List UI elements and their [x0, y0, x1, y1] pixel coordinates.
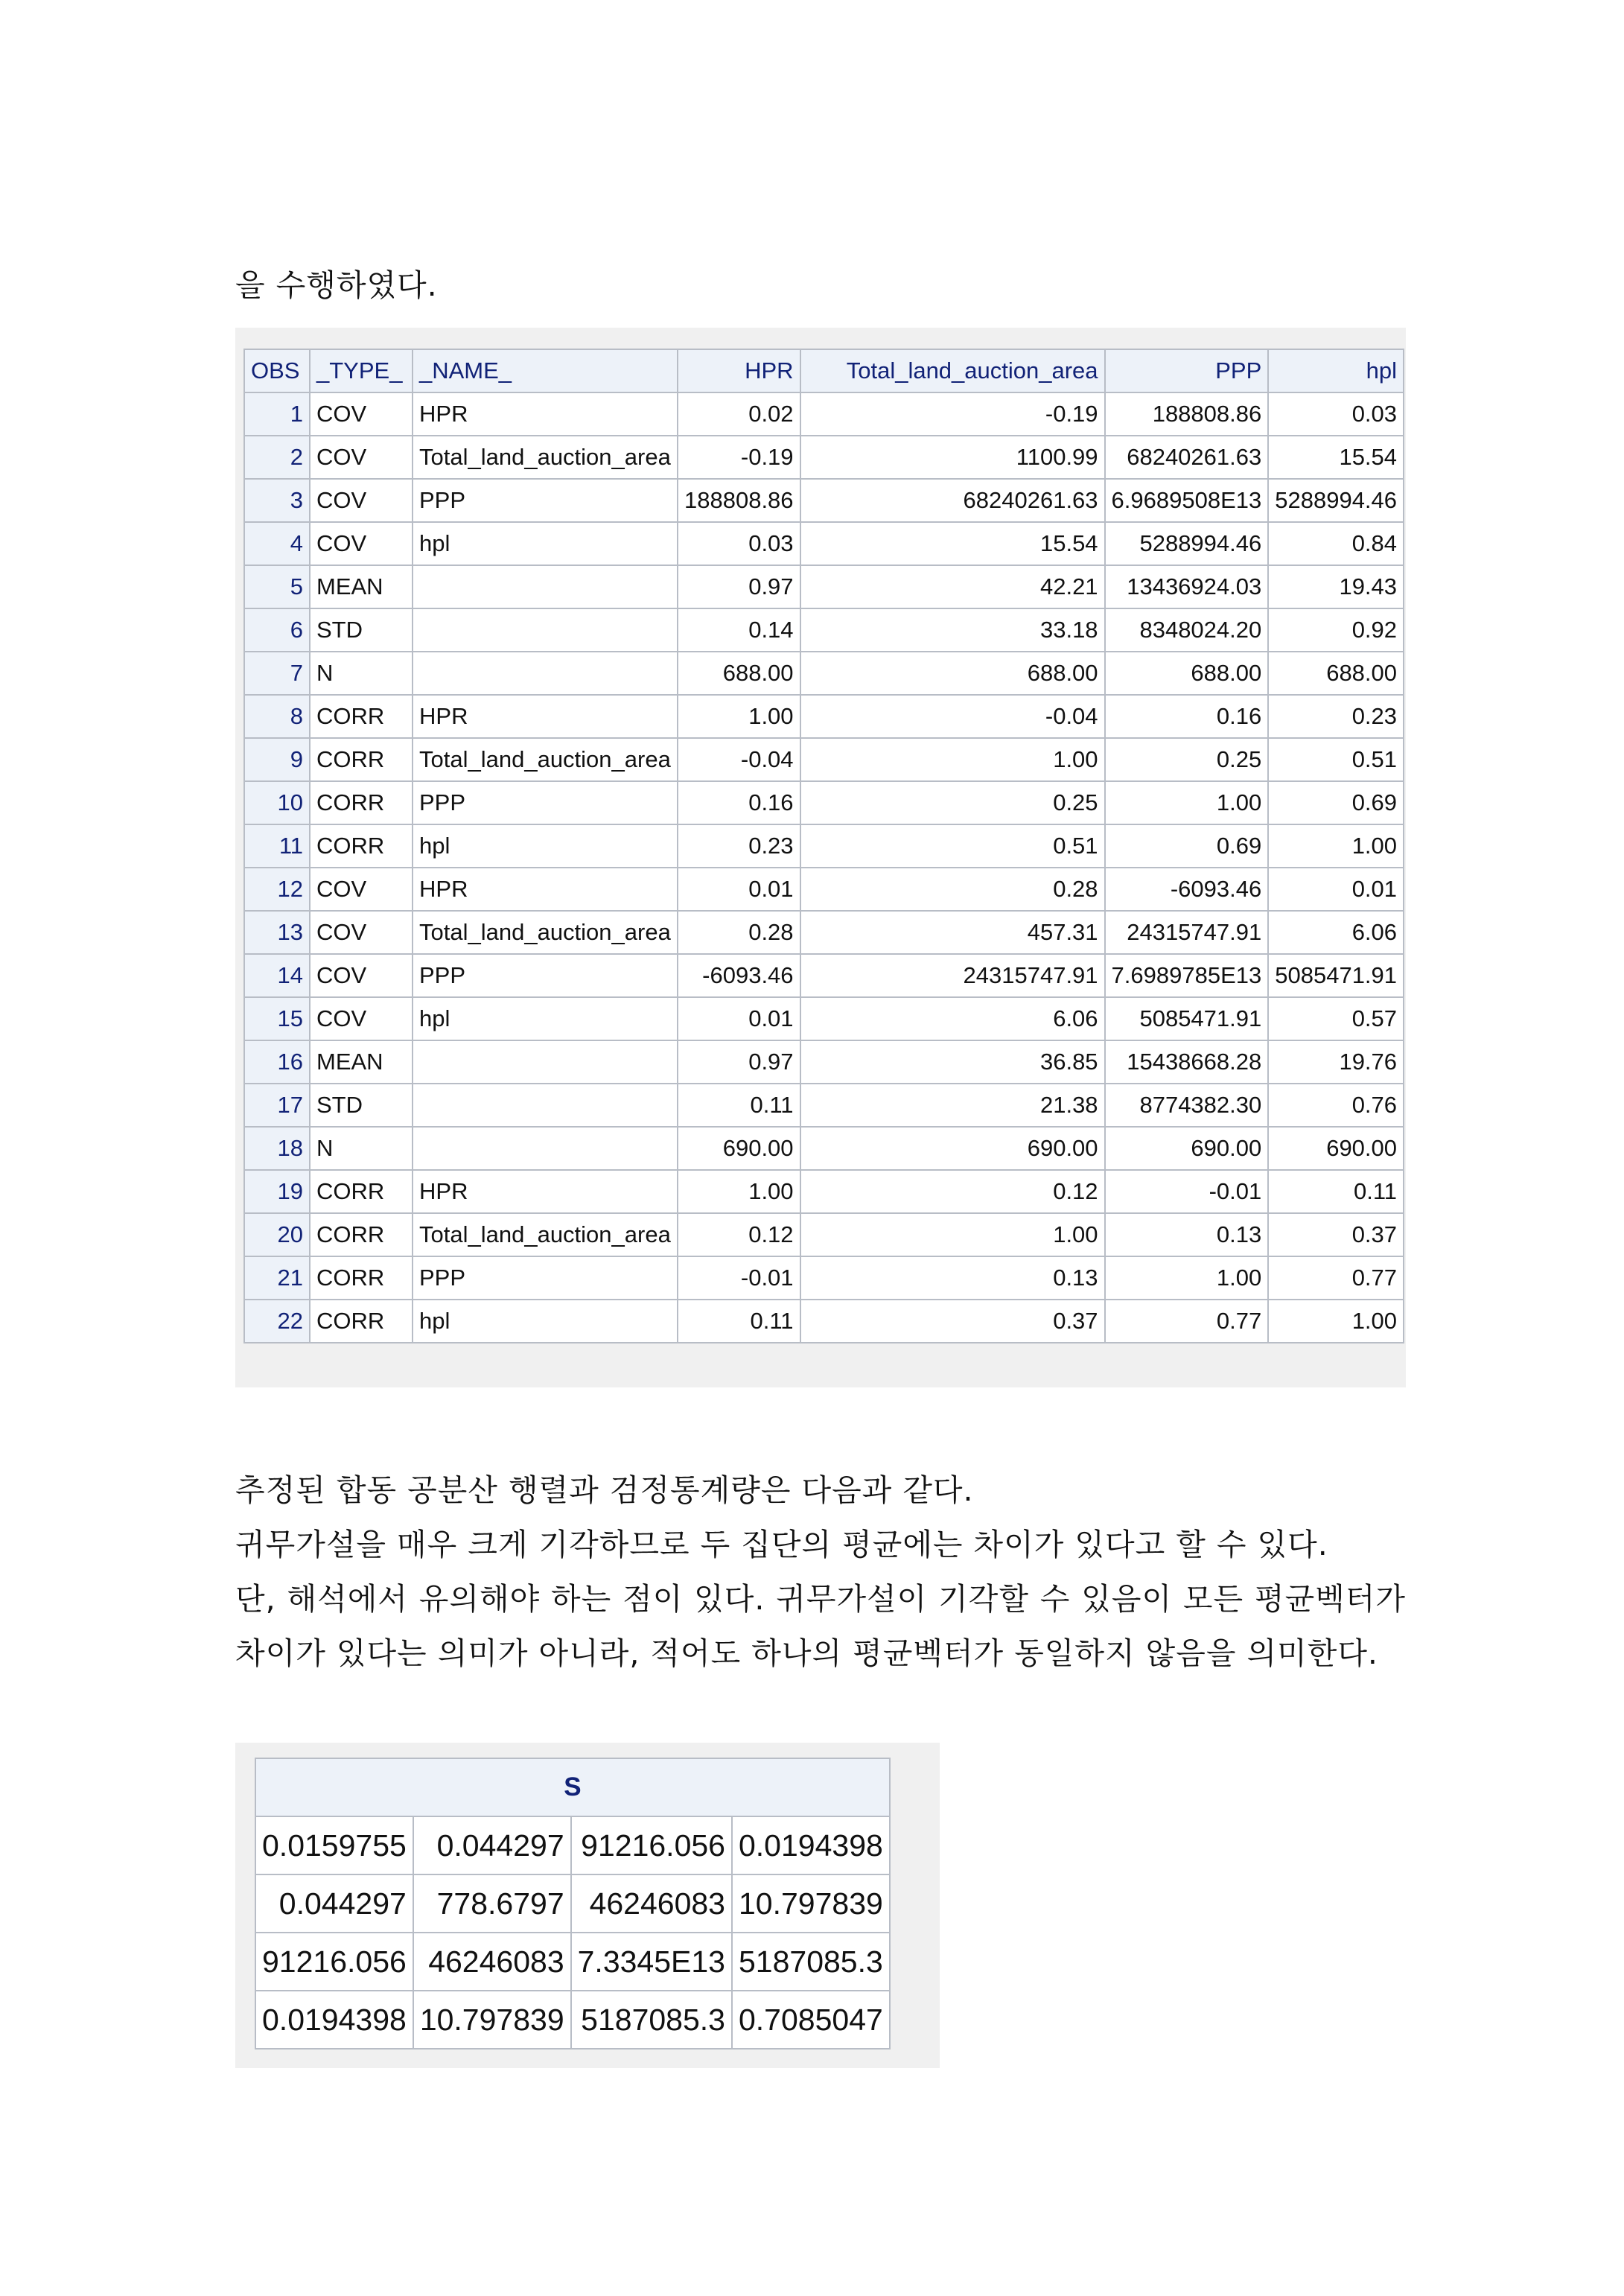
table-row: [244, 522, 1404, 565]
cell-name: PPP: [413, 479, 678, 522]
pooled-covariance-matrix: [255, 1758, 891, 2049]
cell-hpl: 0.11: [1268, 1170, 1404, 1213]
cell-name: [413, 565, 678, 608]
cell-ppp: 188808.86: [1105, 392, 1269, 436]
s-matrix-header-row: [255, 1758, 890, 1816]
table-row: [244, 392, 1404, 436]
cell-hpr: 1.00: [678, 1170, 800, 1213]
cell-ppp: 5288994.46: [1105, 522, 1269, 565]
s-matrix-cell: 91216.056: [571, 1816, 732, 1874]
s-matrix-cell: 10.797839: [413, 1991, 571, 2049]
table-header-row: [244, 349, 1404, 392]
cell-hpl: 0.03: [1268, 392, 1404, 436]
table-row: [244, 1170, 1404, 1213]
cell-name: HPR: [413, 695, 678, 738]
cell-type: CORR: [310, 1300, 413, 1343]
cell-type: COV: [310, 868, 413, 911]
table-row: [244, 997, 1404, 1040]
cell-obs: 5: [244, 565, 310, 608]
table-row: [244, 781, 1404, 824]
cell-name: hpl: [413, 997, 678, 1040]
cell-name: PPP: [413, 781, 678, 824]
cell-ppp: 15438668.28: [1105, 1040, 1269, 1084]
s-matrix-cell: 46246083: [571, 1874, 732, 1933]
cell-obs: 1: [244, 392, 310, 436]
cell-hpr: 688.00: [678, 652, 800, 695]
s-matrix-cell: 0.7085047: [732, 1991, 890, 2049]
cell-hpr: 0.12: [678, 1213, 800, 1256]
s-matrix-row: [255, 1933, 890, 1991]
table-row: [244, 608, 1404, 652]
cell-hpr: 690.00: [678, 1127, 800, 1170]
cell-ppp: 0.13: [1105, 1213, 1269, 1256]
cell-hpr: 1.00: [678, 695, 800, 738]
cell-name: [413, 652, 678, 695]
s-matrix-cell: 46246083: [413, 1933, 571, 1991]
cell-hpl: 0.23: [1268, 695, 1404, 738]
cell-total-land-auction-area: 36.85: [800, 1040, 1105, 1084]
cell-ppp: 0.77: [1105, 1300, 1269, 1343]
cell-hpl: 0.84: [1268, 522, 1404, 565]
cell-hpr: 0.11: [678, 1084, 800, 1127]
cell-hpl: 690.00: [1268, 1127, 1404, 1170]
cell-type: N: [310, 652, 413, 695]
cell-ppp: 13436924.03: [1105, 565, 1269, 608]
cell-type: COV: [310, 997, 413, 1040]
cell-total-land-auction-area: 457.31: [800, 911, 1105, 954]
cell-type: CORR: [310, 1256, 413, 1300]
cell-total-land-auction-area: 68240261.63: [800, 479, 1105, 522]
cell-hpr: -0.04: [678, 738, 800, 781]
cell-total-land-auction-area: 33.18: [800, 608, 1105, 652]
table-row: [244, 1300, 1404, 1343]
cell-hpl: 1.00: [1268, 1300, 1404, 1343]
cell-type: MEAN: [310, 1040, 413, 1084]
cell-type: COV: [310, 436, 413, 479]
cell-hpr: 188808.86: [678, 479, 800, 522]
cell-ppp: 24315747.91: [1105, 911, 1269, 954]
cell-obs: 19: [244, 1170, 310, 1213]
cell-type: CORR: [310, 695, 413, 738]
s-matrix-frame: [235, 1743, 940, 2068]
cell-obs: 2: [244, 436, 310, 479]
body-line-2: 귀무가설을 매우 크게 기각하므로 두 집단의 평균에는 차이가 있다고 할 수 있다.: [235, 1527, 1328, 1562]
cell-obs: 20: [244, 1213, 310, 1256]
cell-total-land-auction-area: 24315747.91: [800, 954, 1105, 997]
cell-hpr: -6093.46: [678, 954, 800, 997]
cell-obs: 10: [244, 781, 310, 824]
table-row: [244, 824, 1404, 868]
cell-hpr: 0.97: [678, 565, 800, 608]
cell-obs: 22: [244, 1300, 310, 1343]
cell-obs: 18: [244, 1127, 310, 1170]
cell-ppp: -0.01: [1105, 1170, 1269, 1213]
cell-total-land-auction-area: 0.51: [800, 824, 1105, 868]
cell-hpl: 5085471.91: [1268, 954, 1404, 997]
cell-type: MEAN: [310, 565, 413, 608]
cell-hpl: 0.37: [1268, 1213, 1404, 1256]
cell-name: HPR: [413, 1170, 678, 1213]
cell-hpr: 0.03: [678, 522, 800, 565]
cell-hpr: -0.01: [678, 1256, 800, 1300]
cell-total-land-auction-area: 1.00: [800, 1213, 1105, 1256]
cell-ppp: 5085471.91: [1105, 997, 1269, 1040]
header-name: _NAME_: [413, 349, 678, 392]
cell-obs: 3: [244, 479, 310, 522]
cell-hpl: 0.69: [1268, 781, 1404, 824]
s-matrix-cell: 0.044297: [413, 1816, 571, 1874]
header-type: _TYPE_: [310, 349, 413, 392]
s-matrix-cell: 7.3345E13: [571, 1933, 732, 1991]
header-total-land-auction-area: Total_land_auction_area: [800, 349, 1105, 392]
intro-paragraph: 을 수행하였다.: [235, 267, 438, 303]
cell-hpr: -0.19: [678, 436, 800, 479]
cell-type: N: [310, 1127, 413, 1170]
cell-obs: 7: [244, 652, 310, 695]
cell-ppp: 1.00: [1105, 781, 1269, 824]
cell-total-land-auction-area: 0.12: [800, 1170, 1105, 1213]
cell-obs: 17: [244, 1084, 310, 1127]
cell-hpl: 19.76: [1268, 1040, 1404, 1084]
s-matrix-cell: 91216.056: [255, 1933, 413, 1991]
cell-hpl: 5288994.46: [1268, 479, 1404, 522]
header-obs: OBS: [244, 349, 310, 392]
cell-total-land-auction-area: 21.38: [800, 1084, 1105, 1127]
cell-type: COV: [310, 392, 413, 436]
cell-total-land-auction-area: 0.25: [800, 781, 1105, 824]
cell-hpl: 6.06: [1268, 911, 1404, 954]
cell-hpl: 15.54: [1268, 436, 1404, 479]
cell-hpr: 0.11: [678, 1300, 800, 1343]
cell-name: [413, 1040, 678, 1084]
cell-name: Total_land_auction_area: [413, 436, 678, 479]
cell-type: CORR: [310, 824, 413, 868]
body-line-1: 추정된 합동 공분산 행렬과 검정통계량은 다음과 같다.: [235, 1472, 974, 1508]
table-row: [244, 436, 1404, 479]
sas-output-frame: [235, 328, 1406, 1387]
s-matrix-cell: 0.0159755: [255, 1816, 413, 1874]
cell-total-land-auction-area: 690.00: [800, 1127, 1105, 1170]
cell-type: COV: [310, 479, 413, 522]
cell-total-land-auction-area: -0.19: [800, 392, 1105, 436]
table-row: [244, 911, 1404, 954]
cell-type: CORR: [310, 781, 413, 824]
s-matrix-row: [255, 1874, 890, 1933]
cell-obs: 21: [244, 1256, 310, 1300]
cell-type: COV: [310, 954, 413, 997]
s-matrix-row: [255, 1991, 890, 2049]
cell-hpl: 0.92: [1268, 608, 1404, 652]
s-matrix-cell: 778.6797: [413, 1874, 571, 1933]
covariance-correlation-table: [243, 349, 1404, 1343]
s-matrix-row: [255, 1816, 890, 1874]
cell-hpr: 0.01: [678, 868, 800, 911]
s-matrix-cell: 0.0194398: [732, 1816, 890, 1874]
cell-name: hpl: [413, 1300, 678, 1343]
cell-obs: 16: [244, 1040, 310, 1084]
cell-hpr: 0.16: [678, 781, 800, 824]
cell-obs: 6: [244, 608, 310, 652]
cell-total-land-auction-area: 0.13: [800, 1256, 1105, 1300]
header-hpl: hpl: [1268, 349, 1404, 392]
cell-obs: 11: [244, 824, 310, 868]
cell-hpl: 0.76: [1268, 1084, 1404, 1127]
cell-type: COV: [310, 911, 413, 954]
cell-name: [413, 608, 678, 652]
table-row: [244, 652, 1404, 695]
body-paragraph: [235, 1463, 1406, 1681]
cell-type: CORR: [310, 1213, 413, 1256]
cell-obs: 15: [244, 997, 310, 1040]
s-matrix-title: S: [255, 1758, 890, 1816]
cell-hpr: 0.97: [678, 1040, 800, 1084]
cell-name: [413, 1084, 678, 1127]
cell-name: PPP: [413, 954, 678, 997]
cell-obs: 4: [244, 522, 310, 565]
cell-obs: 9: [244, 738, 310, 781]
cell-ppp: 1.00: [1105, 1256, 1269, 1300]
body-line-3: 단, 해석에서 유의해야 하는 점이 있다. 귀무가설이 기각할 수 있음이 모든 평균벡터가 차이가 있다는 의미가 아니라, 적어도 하나의 평균벡터가 동일하지 않음을 의미한다.: [235, 1581, 1406, 1671]
s-matrix-cell: 5187085.3: [732, 1933, 890, 1991]
s-matrix-cell: 10.797839: [732, 1874, 890, 1933]
cell-total-land-auction-area: 688.00: [800, 652, 1105, 695]
cell-total-land-auction-area: 6.06: [800, 997, 1105, 1040]
cell-ppp: 7.6989785E13: [1105, 954, 1269, 997]
cell-hpr: 0.01: [678, 997, 800, 1040]
cell-name: hpl: [413, 824, 678, 868]
cell-ppp: 0.25: [1105, 738, 1269, 781]
cell-total-land-auction-area: 0.37: [800, 1300, 1105, 1343]
table-row: [244, 695, 1404, 738]
cell-total-land-auction-area: 0.28: [800, 868, 1105, 911]
header-ppp: PPP: [1105, 349, 1269, 392]
cell-total-land-auction-area: 15.54: [800, 522, 1105, 565]
cell-ppp: 688.00: [1105, 652, 1269, 695]
s-matrix-cell: 5187085.3: [571, 1991, 732, 2049]
table-row: [244, 1084, 1404, 1127]
cell-ppp: 690.00: [1105, 1127, 1269, 1170]
s-matrix-cell: 0.0194398: [255, 1991, 413, 2049]
cell-hpl: 19.43: [1268, 565, 1404, 608]
cell-hpl: 0.57: [1268, 997, 1404, 1040]
table-row: [244, 479, 1404, 522]
table-row: [244, 954, 1404, 997]
cell-name: [413, 1127, 678, 1170]
cell-total-land-auction-area: 1100.99: [800, 436, 1105, 479]
cell-hpr: 0.23: [678, 824, 800, 868]
cell-name: Total_land_auction_area: [413, 1213, 678, 1256]
cell-ppp: 0.16: [1105, 695, 1269, 738]
cell-hpr: 0.02: [678, 392, 800, 436]
table-row: [244, 1256, 1404, 1300]
table-row: [244, 565, 1404, 608]
cell-total-land-auction-area: 42.21: [800, 565, 1105, 608]
cell-total-land-auction-area: 1.00: [800, 738, 1105, 781]
cell-ppp: 8774382.30: [1105, 1084, 1269, 1127]
cell-obs: 12: [244, 868, 310, 911]
cell-hpl: 0.01: [1268, 868, 1404, 911]
cell-ppp: 6.9689508E13: [1105, 479, 1269, 522]
table-row: [244, 1213, 1404, 1256]
cell-hpl: 688.00: [1268, 652, 1404, 695]
cell-name: HPR: [413, 392, 678, 436]
table-row: [244, 868, 1404, 911]
table-row: [244, 738, 1404, 781]
cell-name: HPR: [413, 868, 678, 911]
cell-type: CORR: [310, 738, 413, 781]
cell-name: Total_land_auction_area: [413, 911, 678, 954]
cell-hpl: 1.00: [1268, 824, 1404, 868]
cell-ppp: -6093.46: [1105, 868, 1269, 911]
table-row: [244, 1040, 1404, 1084]
cell-name: hpl: [413, 522, 678, 565]
cell-hpr: 0.28: [678, 911, 800, 954]
cell-ppp: 0.69: [1105, 824, 1269, 868]
table-row: [244, 1127, 1404, 1170]
cell-obs: 8: [244, 695, 310, 738]
cell-name: Total_land_auction_area: [413, 738, 678, 781]
cell-obs: 13: [244, 911, 310, 954]
cell-hpr: 0.14: [678, 608, 800, 652]
cell-ppp: 8348024.20: [1105, 608, 1269, 652]
cell-total-land-auction-area: -0.04: [800, 695, 1105, 738]
cell-type: COV: [310, 522, 413, 565]
cell-type: CORR: [310, 1170, 413, 1213]
cell-type: STD: [310, 1084, 413, 1127]
cell-hpl: 0.51: [1268, 738, 1404, 781]
cell-hpl: 0.77: [1268, 1256, 1404, 1300]
cell-type: STD: [310, 608, 413, 652]
cell-name: PPP: [413, 1256, 678, 1300]
cell-obs: 14: [244, 954, 310, 997]
header-hpr: HPR: [678, 349, 800, 392]
cell-ppp: 68240261.63: [1105, 436, 1269, 479]
s-matrix-cell: 0.044297: [255, 1874, 413, 1933]
